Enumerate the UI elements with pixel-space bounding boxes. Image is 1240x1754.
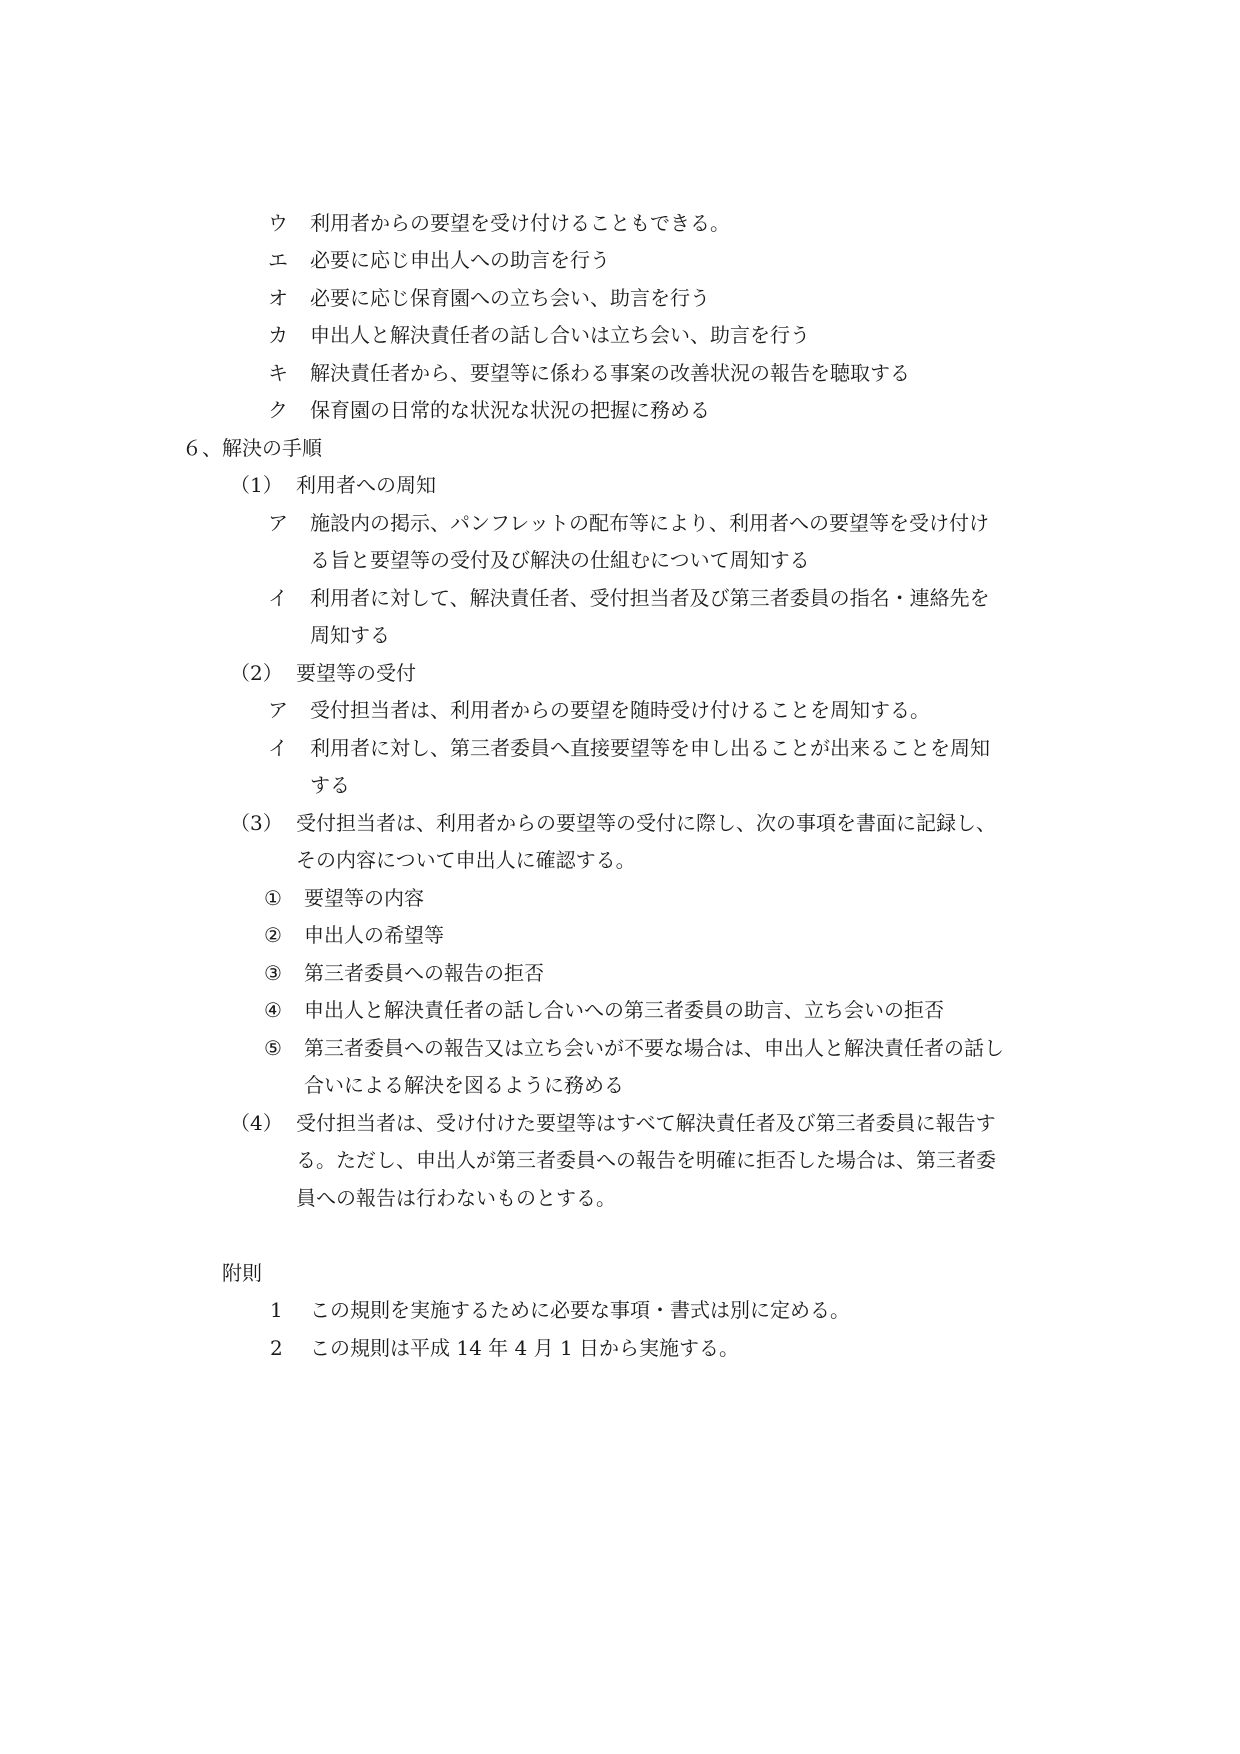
list-text: 申出人と解決責任者の話し合いへの第三者委員の助言、立ち会いの拒否 [304,998,944,1022]
circled-number: ③ [264,961,282,985]
list-text: 申出人と解決責任者の話し合いは立ち会い、助言を行う [310,323,810,347]
list-marker: エ [268,248,288,272]
sub3-item-2 [0,925,1240,949]
list-text: 要望等の内容 [304,886,424,910]
list-text: 申出人の希望等 [304,923,444,947]
list-text: 利用者からの要望を受け付けることもできる。 [310,211,730,235]
list-marker: ウ [268,211,288,235]
subsection-4-cont-1 [0,1150,1240,1174]
subsection-text-continued: その内容について申出人に確認する。 [296,848,636,872]
list-text: 必要に応じ保育園への立ち会い、助言を行う [310,286,710,310]
subsection-title: 要望等の受付 [296,661,416,685]
sub3-item-1 [0,888,1240,912]
sub1-item-i [0,588,1240,612]
supplementary-heading [0,1263,1240,1287]
sub3-item-5-cont [0,1075,1240,1099]
list-text: 第三者委員への報告又は立ち会いが不要な場合は、申出人と解決責任者の話し [304,1036,1004,1060]
list-text-continued: 周知する [310,623,390,647]
subsection-text-continued: 員への報告は行わないものとする。 [296,1186,616,1210]
supplementary-title: 附則 [222,1261,262,1285]
list-text-continued: る旨と要望等の受付及び解決の仕組むについて周知する [310,548,810,572]
subsection-marker: （2） [230,661,283,685]
list-marker: オ [268,286,288,310]
list-text: 施設内の掲示、パンフレットの配布等により、利用者への要望等を受け付け [310,511,989,535]
list-marker: ア [268,511,288,535]
subsection-4-cont-2 [0,1188,1240,1212]
sub2-item-a [0,700,1240,724]
list-marker: カ [268,323,288,347]
supplementary-item-2 [0,1338,1240,1362]
list-marker: 2 [270,1336,283,1360]
sub1-item-a-cont [0,550,1240,574]
list-marker: ク [268,398,288,422]
subsection-title: 利用者への周知 [296,473,436,497]
sub3-item-5 [0,1038,1240,1062]
sub1-item-a [0,513,1240,537]
sub3-item-3 [0,963,1240,987]
subsection-3 [0,813,1240,837]
circled-number: ④ [264,998,282,1022]
sub1-item-i-cont [0,625,1240,649]
list-marker: イ [268,736,288,760]
subsection-marker: （4） [230,1111,283,1135]
list-item-u [0,213,1240,237]
list-text: 受付担当者は、利用者からの要望を随時受け付けることを周知する。 [310,698,930,722]
list-text: 解決責任者から、要望等に係わる事案の改善状況の報告を聴取する [310,361,910,385]
circled-number: ⑤ [264,1036,282,1060]
subsection-marker: （3） [230,811,283,835]
section-heading [0,438,1240,462]
list-text: 第三者委員への報告の拒否 [304,961,544,985]
section-6-heading: ６、解決の手順 [182,436,322,460]
sub2-item-i-cont [0,775,1240,799]
list-text: この規則は平成 14 年 4 月 1 日から実施する。 [310,1336,740,1360]
list-text: 必要に応じ申出人への助言を行う [310,248,610,272]
circled-number: ② [264,923,282,947]
list-marker: ア [268,698,288,722]
list-marker: 1 [270,1298,283,1322]
sub2-item-i [0,738,1240,762]
subsection-4 [0,1113,1240,1137]
sub3-item-4 [0,1000,1240,1024]
list-item-e [0,250,1240,274]
list-text-continued: 合いによる解決を図るように務める [304,1073,624,1097]
list-item-ku [0,400,1240,424]
list-text: 利用者に対し、第三者委員へ直接要望等を申し出ることが出来ることを周知 [310,736,990,760]
subsection-3-cont [0,850,1240,874]
list-marker: キ [268,361,288,385]
list-item-ki [0,363,1240,387]
list-item-ka [0,325,1240,349]
subsection-2-heading [0,663,1240,687]
subsection-text-continued: る。ただし、申出人が第三者委員への報告を明確に拒否した場合は、第三者委 [296,1148,996,1172]
subsection-1-heading [0,475,1240,499]
circled-number: ① [264,886,282,910]
list-item-o [0,288,1240,312]
list-text: 保育園の日常的な状況な状況の把握に務める [310,398,710,422]
list-text: 利用者に対して、解決責任者、受付担当者及び第三者委員の指名・連絡先を [310,586,990,610]
list-text-continued: する [310,773,350,797]
supplementary-item-1 [0,1300,1240,1324]
subsection-text: 受付担当者は、受け付けた要望等はすべて解決責任者及び第三者委員に報告す [296,1111,996,1135]
list-marker: イ [268,586,288,610]
list-text: この規則を実施するために必要な事項・書式は別に定める。 [310,1298,850,1322]
subsection-text: 受付担当者は、利用者からの要望等の受付に際し、次の事項を書面に記録し、 [296,811,996,835]
subsection-marker: （1） [230,473,283,497]
